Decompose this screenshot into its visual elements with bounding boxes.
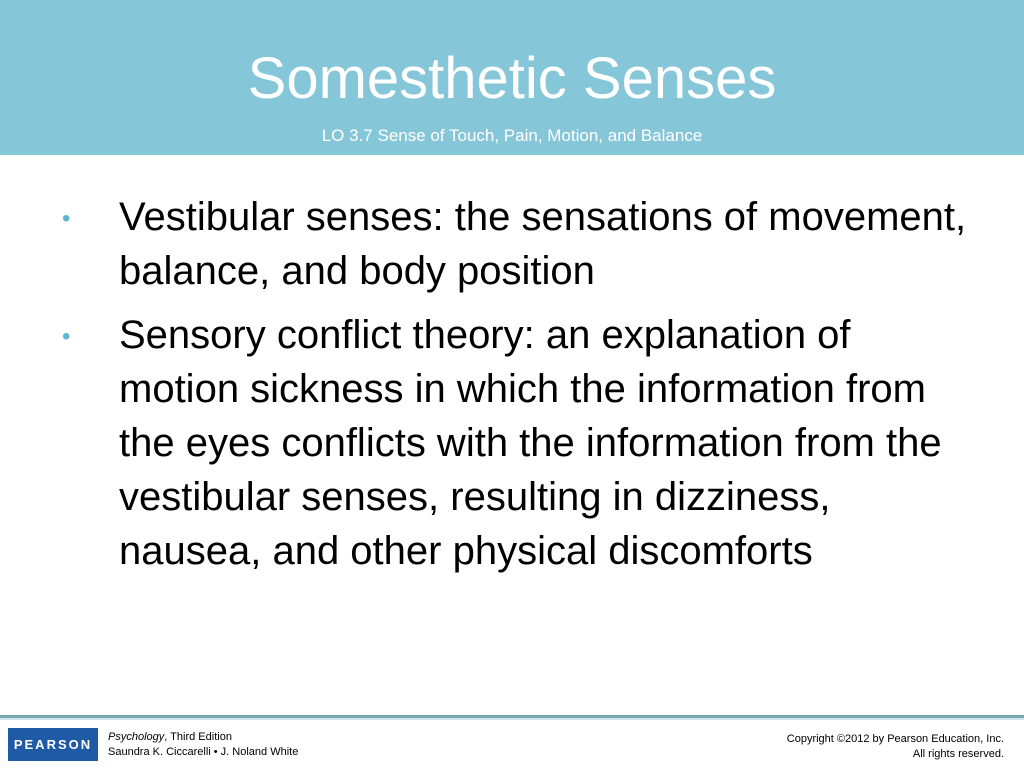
bullet-marker-icon: • xyxy=(62,323,71,350)
bullet-item xyxy=(0,190,1024,298)
learning-objective-subtitle: LO 3.7 Sense of Touch, Pain, Motion, and Balance xyxy=(321,126,703,145)
book-authors: Saundra K. Ciccarelli • J. Noland White xyxy=(108,746,299,758)
bullet-item xyxy=(0,308,1024,578)
bullet-text-sensory-conflict: Sensory conflict theory: an explanation of motion sickness in which the information from the eyes conflicts with the information from the vestibular senses, resulting in dizziness, nausea, and other physical discomforts xyxy=(119,313,942,573)
slide-title: Somesthetic Senses xyxy=(247,46,777,111)
book-title-line xyxy=(108,730,298,745)
footer-divider-light xyxy=(0,718,1024,720)
copyright-notice xyxy=(787,732,1004,762)
bullet-text-vestibular: Vestibular senses: the sensations of movement, balance, and body position xyxy=(119,195,967,293)
title-banner xyxy=(0,0,1024,155)
book-title: Psychology xyxy=(108,731,165,743)
pearson-logo: PEARSON xyxy=(8,728,98,761)
copyright-line-1: Copyright ©2012 by Pearson Education, Inc. xyxy=(786,733,1004,745)
book-edition: , Third Edition xyxy=(164,731,232,743)
bullet-marker-icon: • xyxy=(62,205,71,232)
copyright-line-2: All rights reserved. xyxy=(912,748,1004,760)
bullet-list xyxy=(0,190,1024,588)
book-info xyxy=(108,730,298,760)
